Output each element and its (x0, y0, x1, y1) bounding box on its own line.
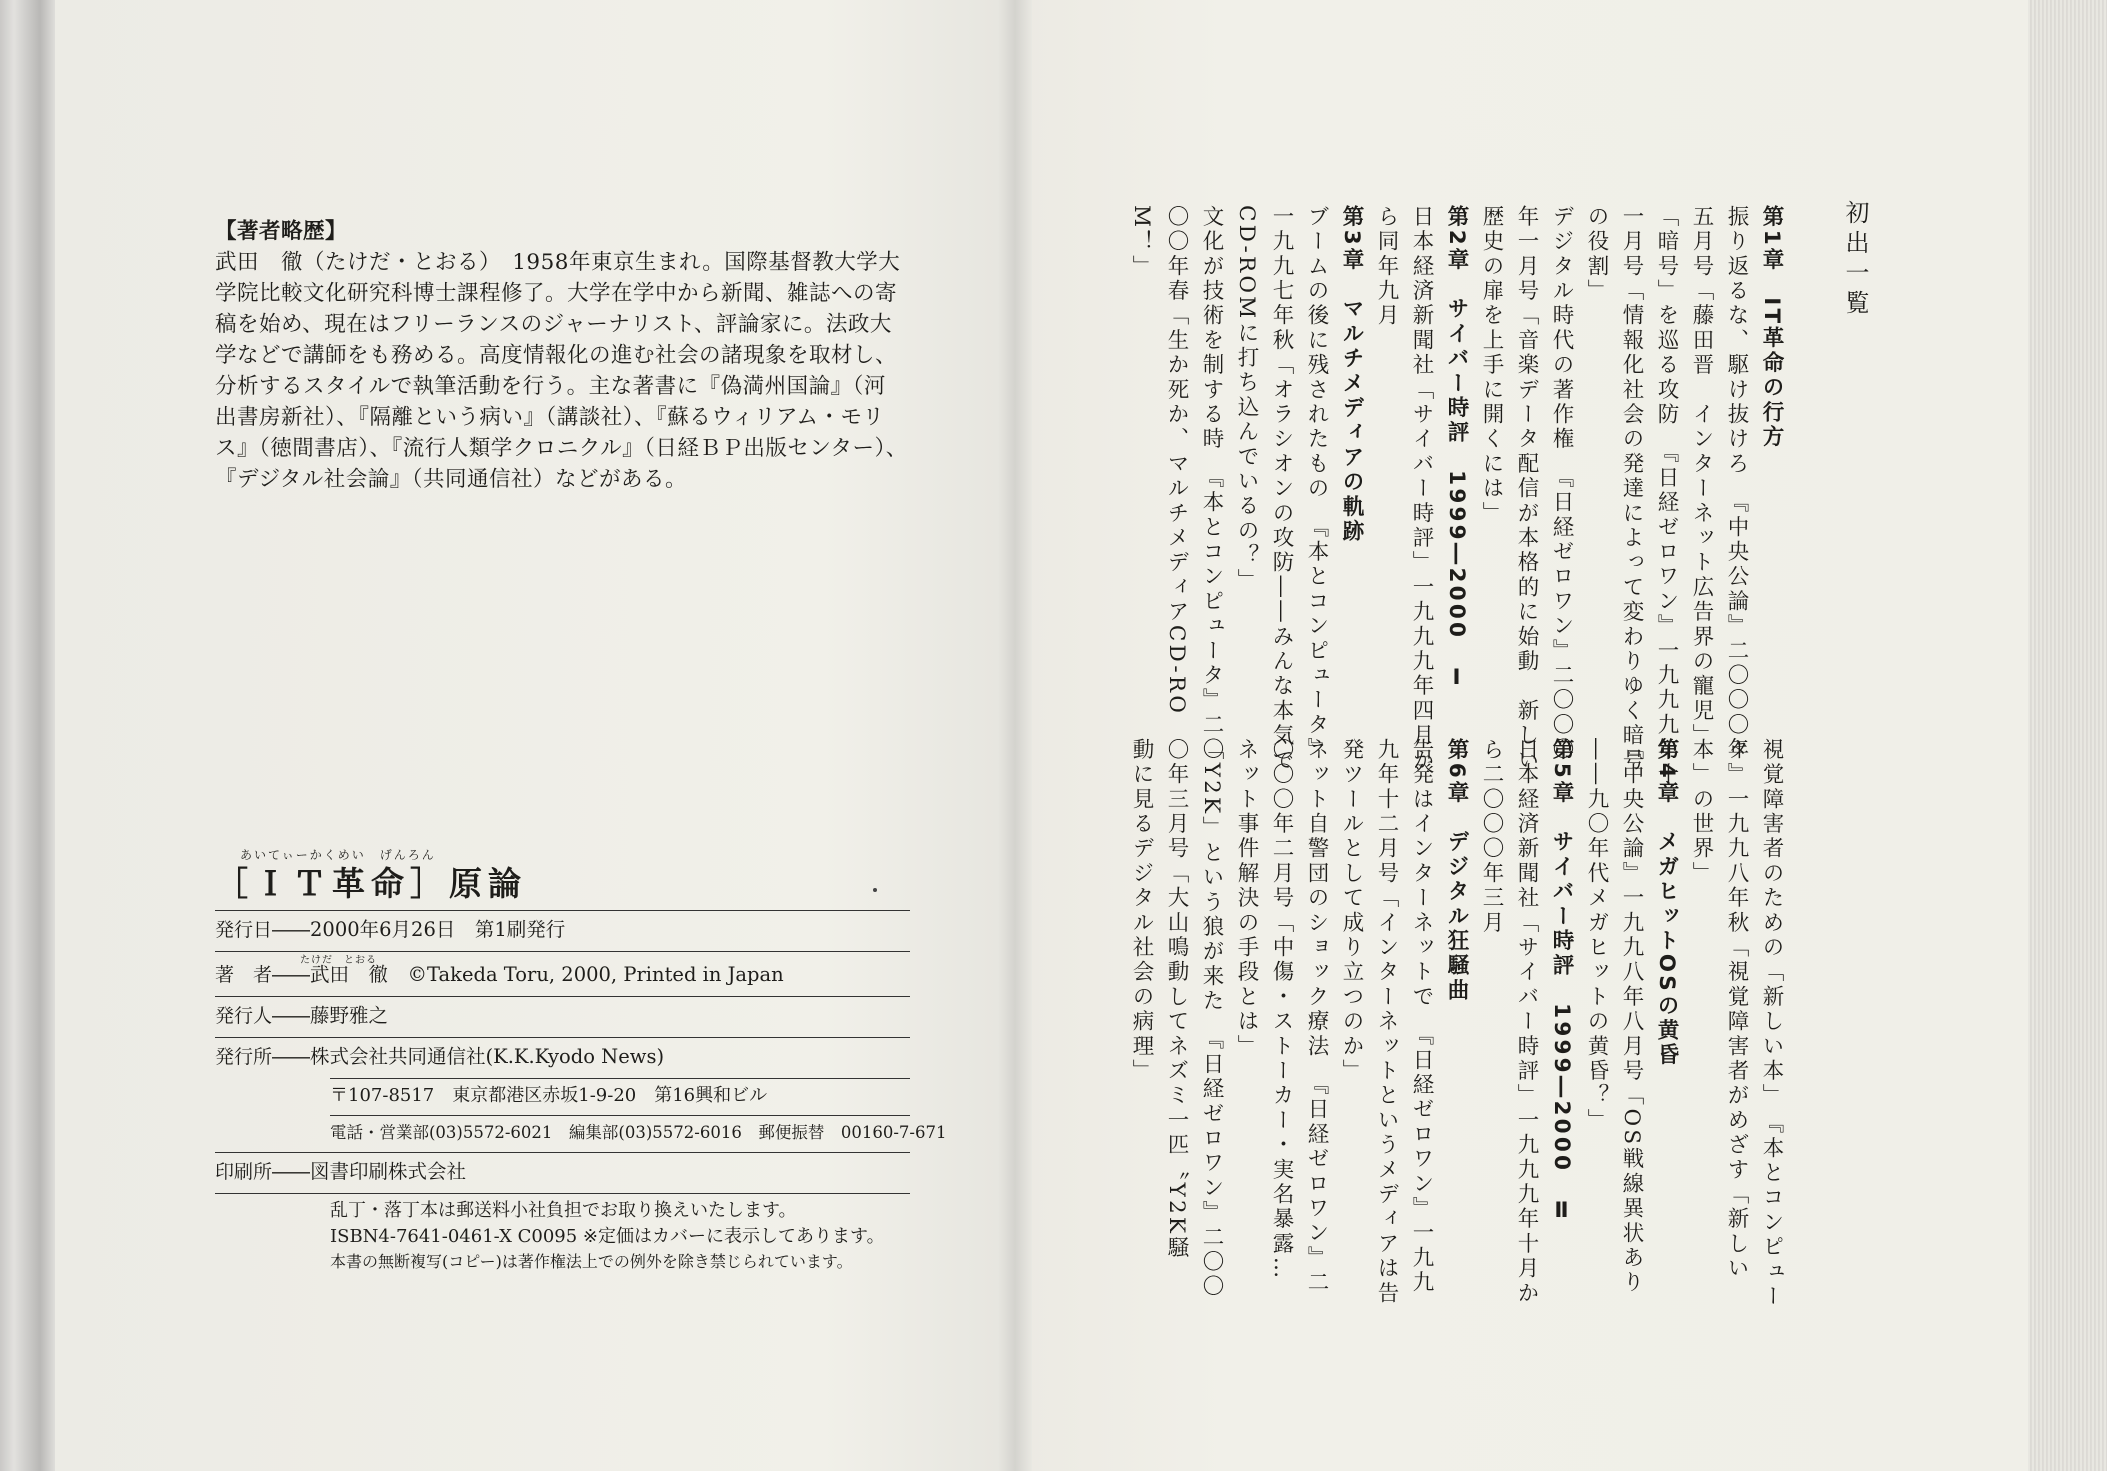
bio-line: 学などで講師をも務める。高度情報化の進む社会の諸現象を取材し、 (215, 343, 898, 368)
chapter-heading: 第6章 デジタル狂騒曲 (1444, 738, 1469, 1004)
colophon-rule (330, 1078, 910, 1079)
entry-line: 歴史の扉を上手に開くには」 (1479, 205, 1504, 527)
entry-line: ネット自警団のショック療法 『日経ゼロワン』二 (1304, 738, 1329, 1296)
row-value: 2000年6月26日 第1刷発行 (310, 918, 566, 941)
entry-line: 〇〇〇年二月号「中傷・ストーカー・実名暴露… (1269, 738, 1294, 1282)
bio-line: 出書房新社）、『隔離という病い』（講談社）、『蘇るウィリアム・モリ (215, 405, 885, 430)
entry-line: 日本経済新聞社「サイバー時評」一九九九年四月か (1409, 205, 1434, 774)
chapter-heading: 第4章 メガヒットOSの黄昏 (1654, 738, 1679, 1069)
entry-line: 本」の世界」 (1689, 738, 1714, 887)
row-value: 武田 徹 ©Takeda Toru, 2000, Printed in Japan (310, 963, 784, 986)
colophon-row-author (215, 955, 915, 990)
entry-line: デジタル時代の著作権 『日経ゼロワン』二〇〇〇 (1549, 205, 1574, 763)
first-appearance-upper (1124, 205, 1789, 788)
chapter-heading: 第1章 IT革命の行方 (1759, 205, 1784, 450)
colophon-rule (215, 910, 910, 911)
first-appearance-lower (1124, 738, 1789, 1310)
entry-line: 〇年三月号「大山鳴動してネズミ一匹〝Y2K騒 (1164, 738, 1189, 1261)
colophon-row-date (215, 915, 915, 945)
entry-line: ブームの後に残されたもの 『本とコンピュータ』 (1304, 205, 1329, 763)
entry-line: 五月号「藤田晋 インターネット広告界の寵児」 (1689, 205, 1714, 749)
bio-line: 学院比較文化研究科博士課程修了。大学在学中から新聞、雑誌への寄 (215, 281, 898, 306)
entry-line: ら二〇〇〇年三月 (1479, 738, 1504, 936)
entry-line: 視覚障害者のための「新しい本」 『本とコンピュー (1759, 738, 1784, 1310)
entry-line: 動に見るデジタル社会の病理」 (1129, 738, 1154, 1084)
replacement-notice: 乱丁・落丁本は郵送料小社負担でお取り換えいたします。 (330, 1200, 797, 1221)
row-value: 図書印刷株式会社 (310, 1160, 467, 1183)
chapter-heading: 第3章 マルチメディアの軌跡 (1339, 205, 1364, 545)
author-bio (215, 216, 915, 495)
row-key: 印刷所―― (215, 1161, 311, 1183)
colophon-rule (215, 1152, 910, 1153)
first-appearance-title: 初出一覧 (1841, 200, 1869, 320)
entry-line: タ』一九九八年秋「視覚障害者がめざす「新しい (1724, 738, 1749, 1282)
chapter-heading: 第5章 サイバー時評 1999―2000 Ⅱ (1549, 738, 1574, 1227)
author-ruby: たけだ とおる (300, 955, 377, 966)
entry-line: 『中央公論』一九九八年八月号「OS戦線異状あり (1619, 738, 1644, 1296)
row-key: 発行日―― (215, 919, 311, 941)
entry-line: ら同年九月 (1374, 205, 1399, 329)
ink-dot (873, 888, 877, 892)
row-key: 発行人―― (215, 1005, 311, 1027)
entry-line: CD-ROMに打ち込んでいるの？」 (1234, 205, 1259, 594)
entry-line: 発ツールとして成り立つのか」 (1339, 738, 1364, 1084)
entry-line: 〇〇年春「生か死か、マルチメディアCD-RO (1164, 205, 1189, 717)
entry-line: ――九〇年代メガヒットの黄昏？」 (1584, 738, 1609, 1134)
bio-line: 分析するスタイルで執筆活動を行う。主な著書に『偽満州国論』（河 (215, 374, 886, 399)
page-edges (2028, 0, 2107, 1471)
entry-line: 告発はインターネットで 『日経ゼロワン』一九九 (1409, 738, 1434, 1296)
title-ruby: あいてぃーかくめい げんろん (240, 848, 436, 862)
entry-line: 「暗号」を巡る攻防 『日経ゼロワン』一九九九年十 (1654, 205, 1679, 788)
entry-line: 日本経済新聞社「サイバー時評」一九九九年十月か (1514, 738, 1539, 1307)
colophon-rule (215, 1037, 910, 1038)
entry-line: M！」 (1129, 205, 1154, 280)
entry-line: ネット事件解決の手段とは」 (1234, 738, 1259, 1060)
colophon-rule (330, 1115, 910, 1116)
entry-line: 一九九七年秋「オラシオンの攻防――みんな本気で (1269, 205, 1294, 774)
colophon-rule (215, 1193, 910, 1194)
bio-line: 武田 徹（たけだ・とおる） 1958年東京生まれ。国際基督教大学大 (215, 250, 901, 275)
colophon-row-publisher-person (215, 1001, 915, 1031)
entry-line: 「Y2K」という狼が来た 『日経ゼロワン』二〇〇 (1199, 738, 1224, 1300)
bio-heading: 【著者略歴】 (215, 219, 348, 244)
publisher-phones: 電話・営業部(03)5572-6021 編集部(03)5572-6016 郵便振替 00160-7-671 (330, 1123, 947, 1142)
book-gutter (998, 0, 1032, 1471)
copy-notice: 本書の無断複写(コピー)は著作権法上での例外を除き禁じられています。 (330, 1252, 853, 1271)
book-title: ［ＩＴ革命］原論 (215, 864, 527, 903)
entry-line: 振り返るな、駆け抜けろ 『中央公論』二〇〇〇年 (1724, 205, 1749, 763)
isbn-line: ISBN4-7641-0461-X C0095 ※定価はカバーに表示してあります。 (330, 1226, 885, 1247)
bio-line: 稿を始め、現在はフリーランスのジャーナリスト、評論家に。法政大 (215, 312, 892, 337)
entry-line: 九年十二月号「インターネットというメディアは告 (1374, 738, 1399, 1307)
colophon (215, 846, 947, 1274)
entry-line: の役割」 (1584, 205, 1609, 304)
entry-line: 文化が技術を制する時 『本とコンピュータ』二〇 (1199, 205, 1224, 763)
bio-line: ス』（徳間書店）、『流行人類学クロニクル』（日経ＢＰ出版センター）、 (215, 436, 908, 461)
colophon-rule (215, 996, 910, 997)
chapter-heading: 第2章 サイバー時評 1999―2000 Ⅰ (1444, 205, 1469, 694)
entry-line: 一月号「情報化社会の発達によって変わりゆく暗号 (1619, 205, 1644, 774)
colophon-row-publisher (215, 1042, 915, 1072)
row-value: 藤野雅之 (310, 1004, 389, 1027)
colophon-row-printer (215, 1157, 915, 1187)
row-value: 株式会社共同通信社(K.K.Kyodo News) (310, 1045, 665, 1068)
publisher-address: 〒107-8517 東京都港区赤坂1-9-20 第16興和ビル (330, 1085, 768, 1106)
bio-line: 『デジタル社会論』（共同通信社）などがある。 (215, 467, 687, 492)
entry-line: 年一月号「音楽データ配信が本格的に始動 新しい (1514, 205, 1539, 774)
row-key: 著 者―― (215, 964, 311, 986)
row-key: 発行所―― (215, 1046, 311, 1068)
